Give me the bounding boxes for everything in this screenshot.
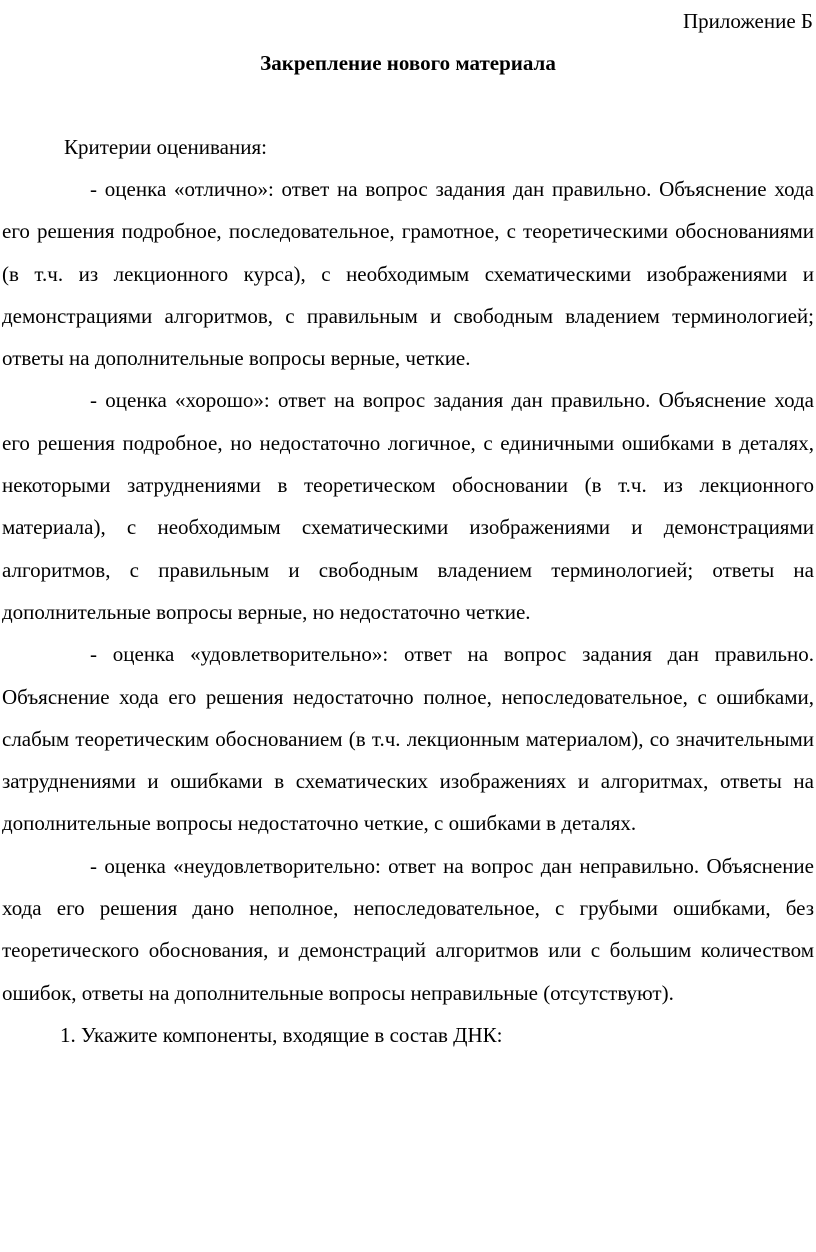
document-title: Закрепление нового материала — [260, 51, 556, 75]
appendix-label: Приложение Б — [682, 9, 813, 33]
blank-line — [2, 84, 814, 126]
question-1: 1. Укажите компоненты, входящие в состав ДНК: — [60, 1022, 503, 1047]
criterion-satisfactory: - оценка «удовлетворительно»: ответ на вопрос задания дан правильно. Объяснение хода его решения недостаточно полное, непоследовательное, с ошибками, слабым теоретическим обоснованием (в т.ч. лекционным материалом), со значительными затруднениями и ошибками в схематических изображениях и алгоритмах, ответы на дополнительные вопросы недостаточно четкие, с ошибками в деталях. — [2, 642, 814, 836]
criterion-good: - оценка «хорошо»: ответ на вопрос задания дан правильно. Объяснение хода его решения подробное, но недостаточно логичное, с единичными ошибками в деталях, некоторыми затруднениями в теоретическом обосновании (в т.ч. из лекционного материала), с необходимым схематическими изображениями и демонстрациями алгоритмов, с правильным и свободным владением терминологией; ответы на дополнительные вопросы верные, но недостаточно четкие. — [2, 388, 814, 624]
criterion-unsatisfactory: - оценка «неудовлетворительно: ответ на вопрос дан неправильно. Объяснение хода его решения дано неполное, непоследовательное, с грубыми ошибками, без теоретического обоснования, и демонстраций алгоритмов или с большим количеством ошибок, ответы на дополнительные вопросы неправильные (отсутствуют). — [2, 853, 814, 1005]
criterion-excellent: - оценка «отлично»: ответ на вопрос задания дан правильно. Объяснение хода его решения подробное, последовательное, грамотное, с теоретическими обоснованиями (в т.ч. из лекционного курса), с необходимым схематическими изображениями и демонстрациями алгоритмов, с правильным и свободным владением терминологией; ответы на дополнительные вопросы верные, четкие. — [2, 177, 814, 371]
criteria-heading: Критерии оценивания: — [64, 135, 267, 159]
